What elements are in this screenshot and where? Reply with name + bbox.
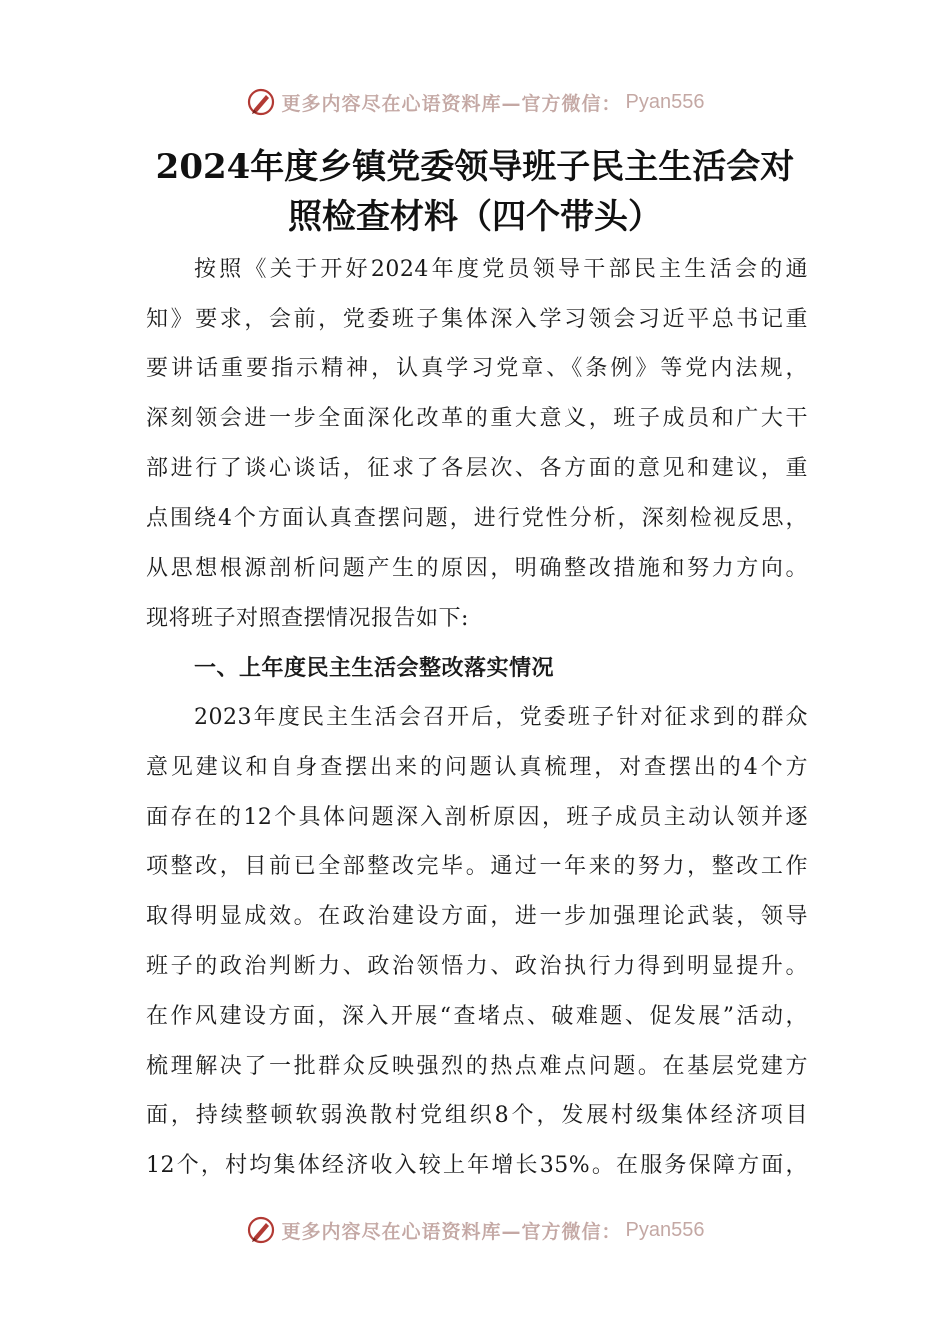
watermark-footer [0, 1210, 950, 1250]
intro-line: 部进行了谈心谈话，征求了各层次、各方面的意见和建议，重 [146, 456, 808, 481]
section-line: 面，持续整顿软弱涣散村党组织8个，发展村级集体经济项目 [146, 1103, 808, 1128]
intro-line: 点围绕4个方面认真查摆问题，进行党性分析，深刻检视反思， [146, 506, 808, 531]
section-line: 12个，村均集体经济收入较上年增长35%。在服务保障方面， [146, 1153, 808, 1178]
intro-line: 按照《关于开好2024年度党员领导干部民主生活会的通 [194, 257, 808, 282]
document-title-line-2: 照检查材料（四个带头） [288, 197, 662, 237]
intro-line: 知》要求，会前，党委班子集体深入学习领会习近平总书记重 [146, 307, 808, 332]
watermark-wechat-id: Pyan556 [625, 90, 705, 113]
section-line: 意见建议和自身查摆出来的问题认真梳理，对查摆出的4个方 [146, 755, 808, 780]
watermark-wechat-id: Pyan556 [625, 1218, 705, 1241]
section-line: 梳理解决了一批群众反映强烈的热点难点问题。在基层党建方 [146, 1054, 808, 1079]
intro-line: 要讲话重要指示精神，认真学习党章、《条例》等党内法规， [146, 356, 808, 381]
intro-line: 从思想根源剖析问题产生的原因，明确整改措施和努力方向。 [146, 556, 808, 581]
watermark-text: 更多内容尽在心语资料库—官方微信： [281, 1220, 622, 1243]
watermark-text: 更多内容尽在心语资料库—官方微信： [281, 92, 622, 115]
intro-line: 深刻领会进一步全面深化改革的重大意义，班子成员和广大干 [146, 406, 808, 431]
section-line: 在作风建设方面，深入开展“查堵点、破难题、促发展”活动， [146, 1004, 808, 1029]
section-line: 面存在的12个具体问题深入剖析原因，班子成员主动认领并逐 [146, 805, 808, 830]
watermark-header [0, 82, 950, 122]
section-line: 项整改，目前已全部整改完毕。通过一年来的努力，整改工作 [146, 854, 808, 879]
section-line: 2023年度民主生活会召开后，党委班子针对征求到的群众 [194, 705, 808, 730]
section-heading-1: 一、上年度民主生活会整改落实情况 [194, 655, 555, 681]
section-line: 班子的政治判断力、政治领悟力、政治执行力得到明显提升。 [146, 954, 808, 979]
intro-line: 现将班子对照查摆情况报告如下: [146, 606, 469, 631]
pen-logo-icon [246, 1215, 276, 1245]
document-title-line-1: 2024年度乡镇党委领导班子民主生活会对 [155, 147, 795, 187]
pen-logo-icon [246, 87, 276, 117]
section-line: 取得明显成效。在政治建设方面，进一步加强理论武装，领导 [146, 904, 808, 929]
